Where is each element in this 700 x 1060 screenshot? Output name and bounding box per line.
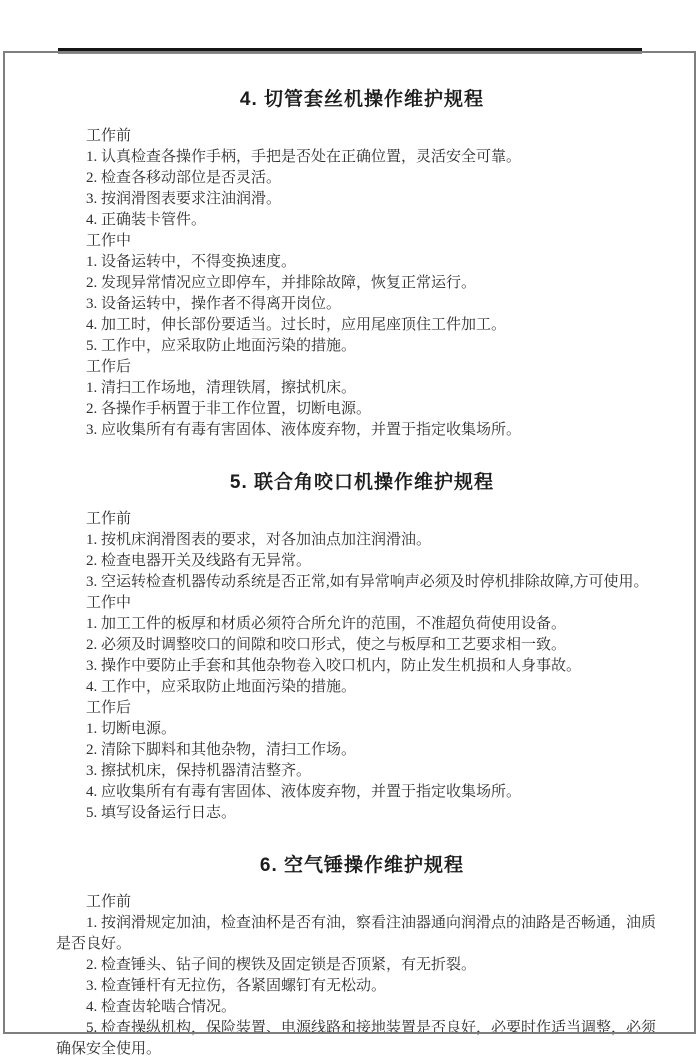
procedure-item: 3. 检查锤杆有无拉伤，各紧固螺钉有无松动。 — [86, 978, 387, 994]
procedure-item: 2. 发现异常情况应立即停车，并排除故障，恢复正常运行。 — [86, 275, 477, 291]
procedure-item: 1. 设备运转中，不得变换速度。 — [86, 254, 297, 270]
procedure-item: 3. 应收集所有有毒有害固体、液体废弃物，并置于指定收集场所。 — [86, 422, 522, 438]
procedure-item: 5. 工作中，应采取防止地面污染的措施。 — [86, 338, 357, 354]
procedure-item: 1. 切断电源。 — [86, 721, 177, 737]
procedure-item: 4. 工作中，应采取防止地面污染的措施。 — [86, 679, 357, 695]
procedure-item: 4. 正确装卡管件。 — [86, 212, 207, 228]
procedure-item: 2. 必须及时调整咬口的间隙和咬口形式，使之与板厚和工艺要求相一致。 — [86, 637, 567, 653]
section — [56, 84, 668, 441]
phase-label: 工作前 — [86, 128, 132, 144]
section-title: 4. 切管套丝机操作维护规程 — [239, 89, 485, 110]
procedure-item: 2. 各操作手柄置于非工作位置，切断电源。 — [86, 401, 372, 417]
procedure-item: 1. 加工工件的板厚和材质必须符合所允许的范围，不准超负荷使用设备。 — [86, 616, 567, 632]
procedure-item: 1. 按机床润滑图表的要求，对各加油点加注润滑油。 — [86, 532, 432, 548]
procedure-item: 3. 操作中要防止手套和其他杂物卷入咬口机内，防止发生机损和人身事故。 — [86, 658, 582, 674]
procedure-item: 4. 应收集所有有毒有害固体、液体废弃物，并置于指定收集场所。 — [86, 784, 522, 800]
procedure-item: 1. 清扫工作场地，清理铁屑，擦拭机床。 — [86, 380, 357, 396]
procedure-item: 1. 认真检查各操作手柄，手把是否处在正确位置，灵活安全可靠。 — [86, 149, 522, 165]
phase-label: 工作前 — [86, 511, 132, 527]
procedure-item: 3. 按润滑图表要求注油润滑。 — [86, 191, 282, 207]
procedure-item: 3. 设备运转中，操作者不得离开岗位。 — [86, 296, 342, 312]
document-body — [0, 54, 700, 1060]
phase-label: 工作后 — [86, 700, 132, 716]
procedure-item: 2. 检查各移动部位是否灵活。 — [86, 170, 282, 186]
procedure-item: 2. 清除下脚料和其他杂物，清扫工作场。 — [86, 742, 357, 758]
phase-label: 工作前 — [86, 894, 132, 910]
phase-label: 工作中 — [86, 233, 132, 249]
section — [56, 850, 668, 1060]
phase-label: 工作后 — [86, 359, 132, 375]
procedure-item: 3. 空运转检查机器传动系统是否正常,如有异常响声必须及时停机排除故障,方可使用。 — [86, 574, 649, 590]
procedure-item: 4. 检查齿轮啮合情况。 — [86, 999, 237, 1015]
procedure-item: 5. 检查操纵机构，保险装置、电源线路和接地装置是否良好，必要时作适当调整，必须确保安全使用。 — [56, 1020, 657, 1057]
section-title: 5. 联合角咬口机操作维护规程 — [229, 472, 495, 493]
procedure-item: 2. 检查电器开关及线路有无异常。 — [86, 553, 312, 569]
procedure-item: 4. 加工时，伸长部份要适当。过长时，应用尾座顶住工件加工。 — [86, 317, 507, 333]
procedure-item: 5. 填写设备运行日志。 — [86, 805, 237, 821]
section-title: 6. 空气锤操作维护规程 — [259, 855, 465, 876]
procedure-item: 2. 检查锤头、钻子间的楔铁及固定锁是否顶紧，有无折裂。 — [86, 957, 477, 973]
procedure-item: 1. 按润滑规定加油，检查油杯是否有油，察看注油器通向润滑点的油路是否畅通，油质是否良好。 — [56, 915, 657, 952]
section — [56, 467, 668, 824]
procedure-item: 3. 擦拭机床，保持机器清洁整齐。 — [86, 763, 312, 779]
phase-label: 工作中 — [86, 595, 132, 611]
